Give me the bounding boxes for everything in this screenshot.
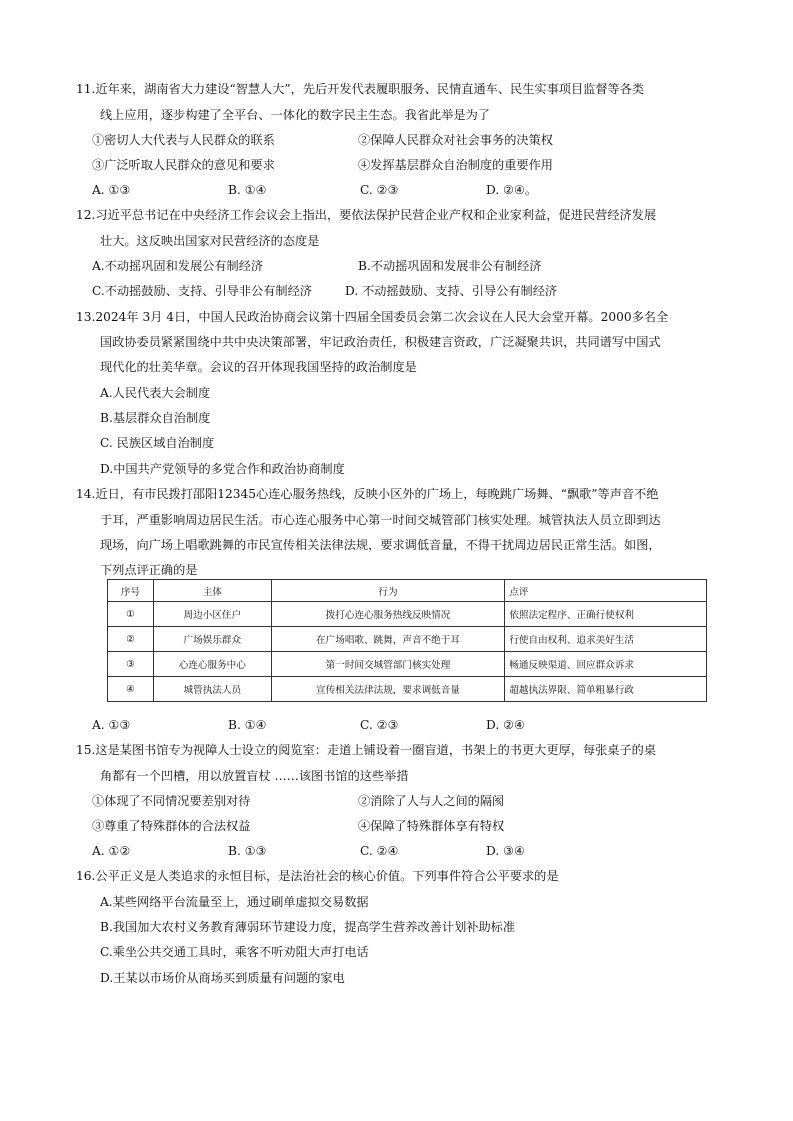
q14-answer-c: C. ②③ [360,718,399,732]
table-cell: ① [108,602,154,627]
table-row [108,627,707,652]
q15-answer-a: A. ①② [92,844,131,858]
table-cell: 畅通反映渠道、回应群众诉求 [505,652,707,677]
q13-answer-b: B.基层群众自治制度 [100,411,211,425]
table-header-cell: 主体 [153,580,271,602]
q13-answer-d: D.中国共产党领导的多党合作和政治协商制度 [100,462,345,476]
q12-stem-line2: 壮大。这反映出国家对民营经济的态度是 [100,234,320,248]
q15-stem-line1: 15.这是某图书馆专为视障人士设立的阅览室：走道上铺设着一圈盲道，书架上的书更大更厚，每张桌子的桌 [76,743,657,757]
q13-stem-line3: 现代化的壮美华章。会议的召开体现我国坚持的政治制度是 [100,360,417,374]
table-row [108,602,707,627]
q11-answer-a: A. ①③ [92,183,131,197]
q11-option-3: ③广泛听取人民群众的意见和要求 [92,158,275,172]
q14-stem-line2: 于耳，严重影响周边居民生活。市心连心服务中心第一时间交城管部门核实处理。城管执法人员立即到达 [100,513,661,527]
q14-answer-a: A. ①③ [92,718,131,732]
q15-option-4: ④保障了特殊群体享有特权 [358,819,505,833]
q16-stem-line1: 16.公平正义是人类追求的永恒目标，是法治社会的核心价值。下列事件符合公平要求的是 [76,869,559,883]
q11-stem-line2: 线上应用，逐步构建了全平台、一体化的数字民主生态。我省此举是为了 [100,108,490,122]
q11-option-4: ④发挥基层群众自治制度的重要作用 [358,158,553,172]
q14-stem-line1: 14.近日，有市民拨打邵阳12345心连心服务热线，反映小区外的广场上，每晚跳广场舞、“飘歌”等声音不绝 [76,487,659,501]
q11-option-2: ②保障人民群众对社会事务的决策权 [358,133,553,147]
table-cell: 第一时间交城管部门核实处理 [271,652,505,677]
table-cell: 心连心服务中心 [153,652,271,677]
q15-answer-d: D. ③④ [486,844,525,858]
q16-answer-a: A.某些网络平台流量至上，通过刷单虚拟交易数据 [100,895,369,909]
q14-stem-line3: 现场，向广场上唱歌跳舞的市民宣传相关法律法规，要求调低音量，不得干扰周边居民正常生活。如图， [100,538,661,552]
q14-answer-b: B. ①④ [228,718,267,732]
q15-answer-c: C. ②④ [360,844,399,858]
q12-answer-b: B.不动摇巩固和发展非公有制经济 [358,259,542,273]
q15-option-3: ③尊重了特殊群体的合法权益 [92,819,251,833]
table-cell: 周边小区住户 [153,602,271,627]
q12-answer-a: A.不动摇巩固和发展公有制经济 [92,259,264,273]
table-cell: ③ [108,652,154,677]
q14-stem-line4: 下列点评正确的是 [100,563,198,577]
table-cell: 拨打心连心服务热线反映情况 [271,602,505,627]
q15-stem-line2: 角都有一个凹槽，用以放置盲杖 ……该图书馆的这些举措 [100,769,409,783]
q11-answer-b: B. ①④ [228,183,267,197]
q16-answer-c: C.乘坐公共交通工具时，乘客不听劝阻大声打电话 [100,945,369,959]
table-cell: 超越执法界限、简单粗暴行政 [505,677,707,702]
table-cell: ④ [108,677,154,702]
q11-answer-d: D. ②④。 [486,183,538,197]
q12-answer-c: C.不动摇鼓励、支持、引导非公有制经济 [92,284,312,298]
table-cell: 宣传相关法律法规，要求调低音量 [271,677,505,702]
table-cell: 城管执法人员 [153,677,271,702]
q13-stem-line1: 13.2024年 3月 4日，中国人民政治协商会议第十四届全国委员会第二次会议在人民大会堂开幕。2000多名全 [76,310,669,324]
q11-answer-c: C. ②③ [360,183,399,197]
table-header-row [108,580,707,602]
q14-table [107,579,707,702]
table-cell: 依照法定程序、正确行使权利 [505,602,707,627]
table-row [108,652,707,677]
q11-stem-line1: 11.近年来，湖南省大力建设“智慧人大”，先后开发代表履职服务、民情直通车、民生实事项目监督等各类 [76,82,645,96]
table-header-cell: 行为 [271,580,505,602]
table-row [108,677,707,702]
q15-answer-b: B. ①③ [228,844,267,858]
q15-option-2: ②消除了人与人之间的隔阂 [358,794,505,808]
q12-answer-d: D. 不动摇鼓励、支持、引导公有制经济 [345,284,558,298]
q13-answer-c: C. 民族区域自治制度 [100,436,215,450]
q12-stem-line1: 12.习近平总书记在中央经济工作会议会上指出，要依法保护民营企业产权和企业家利益，促进民营经济发展 [76,208,657,222]
q15-option-1: ①体现了不同情况要差别对待 [92,794,251,808]
table-cell: 行使自由权利、追求美好生活 [505,627,707,652]
table-cell: 广场娱乐群众 [153,627,271,652]
table-header-cell: 序号 [108,580,154,602]
q11-option-1: ①密切人大代表与人民群众的联系 [92,133,275,147]
q16-answer-d: D.王某以市场价从商场买到质量有问题的家电 [100,971,345,985]
table-cell: 在广场唱歌、跳舞，声音不绝于耳 [271,627,505,652]
table-header-cell: 点评 [505,580,707,602]
q13-stem-line2: 国政协委员紧紧围绕中共中央决策部署，牢记政治责任，积极建言资政，广泛凝聚共识，共同谱写中国式 [100,335,661,349]
q16-answer-b: B.我国加大农村义务教育薄弱环节建设力度，提高学生营养改善计划补助标准 [100,920,516,934]
q13-answer-a: A.人民代表大会制度 [100,386,211,400]
table-cell: ② [108,627,154,652]
q14-answer-d: D. ②④ [486,718,525,732]
